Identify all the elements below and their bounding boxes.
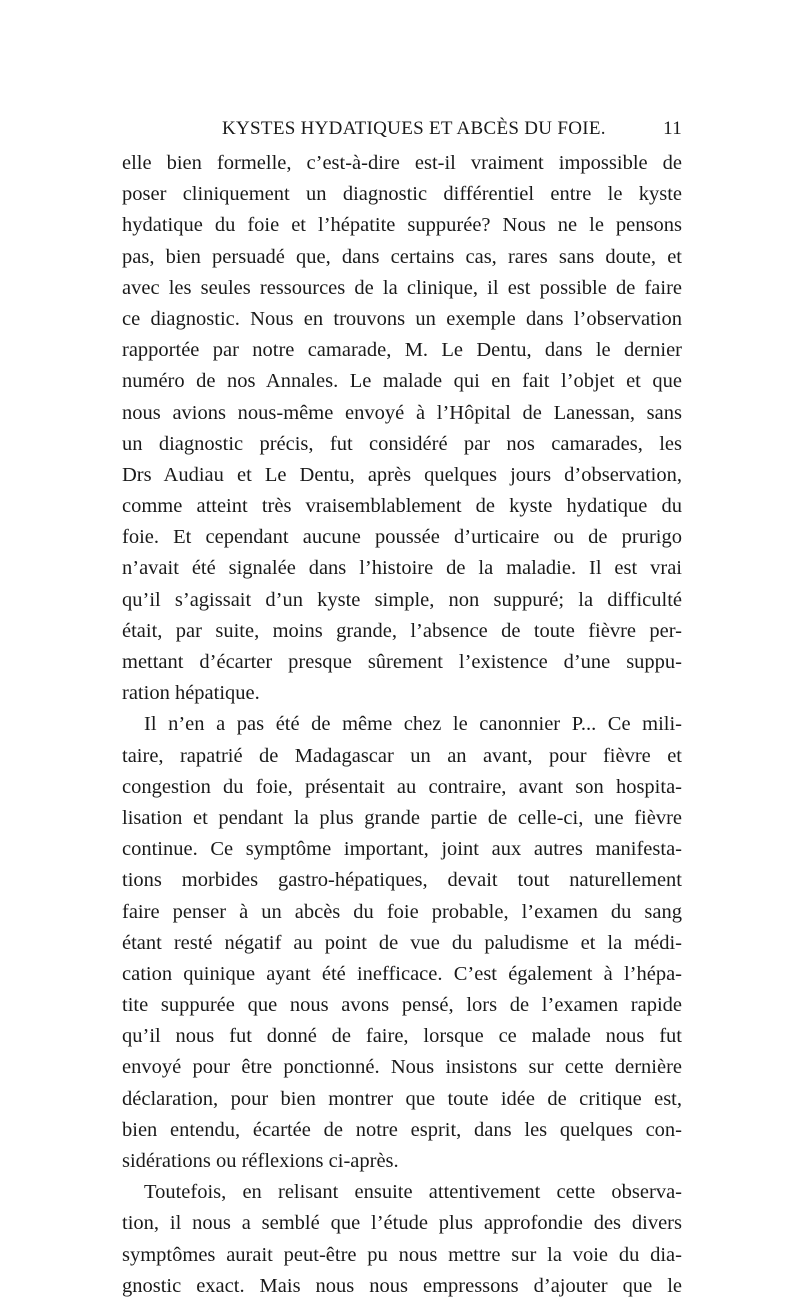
text-line: cation quinique ayant été inefficace. C’est également à l’hépa- <box>122 962 682 985</box>
text-line: tions morbides gastro-hépatiques, devait tout naturellement <box>122 869 682 892</box>
paragraph <box>122 709 682 1177</box>
text-line: sidérations ou réflexions ci-après. <box>122 1150 399 1172</box>
text-line: ce diagnostic. Nous en trouvons un exemple dans l’observation <box>122 307 682 330</box>
text-line: Il n’en a pas été de même chez le canonnier P... Ce mili- <box>144 713 682 736</box>
text-line: tion, il nous a semblé que l’étude plus approfondie des divers <box>122 1212 682 1235</box>
text-line: pas, bien persuadé que, dans certains cas, rares sans doute, et <box>122 245 682 268</box>
text-line: qu’il nous fut donné de faire, lorsque ce malade nous fut <box>122 1025 682 1048</box>
text-line: gnostic exact. Mais nous nous empressons d’ajouter que le <box>122 1274 682 1297</box>
text-line: envoyé pour être ponctionné. Nous insistons sur cette dernière <box>122 1056 682 1079</box>
text-line: faire penser à un abcès du foie probable, l’examen du sang <box>122 900 682 923</box>
text-line: comme atteint très vraisemblablement de kyste hydatique du <box>122 495 682 518</box>
text-line: numéro de nos Annales. Le malade qui en fait l’objet et que <box>122 370 682 393</box>
text-line: était, par suite, moins grande, l’absence de toute fièvre per- <box>122 619 682 642</box>
text-line: congestion du foie, présentait au contraire, avant son hospita- <box>122 775 682 798</box>
paragraph <box>122 148 682 709</box>
text-line: Drs Audiau et Le Dentu, après quelques jours d’observation, <box>122 463 682 486</box>
text-line: ration hépatique. <box>122 682 260 705</box>
text-line: symptômes aurait peut-être pu nous mettre sur la voie du dia- <box>122 1243 682 1266</box>
text-line: hydatique du foie et l’hépatite suppurée? Nous ne le pensons <box>122 214 682 237</box>
text-line: taire, rapatrié de Madagascar un an avant, pour fièvre et <box>122 744 682 767</box>
body-text <box>122 148 682 1302</box>
page-number: 11 <box>663 118 682 139</box>
text-line: elle bien formelle, c’est-à-dire est-il vraiment impossible de <box>122 152 682 174</box>
text-line: étant resté négatif au point de vue du paludisme et la médi- <box>122 931 682 954</box>
text-line: déclaration, pour bien montrer que toute idée de critique est, <box>122 1087 682 1110</box>
text-line: rapportée par notre camarade, M. Le Dentu, dans le dernier <box>122 339 682 362</box>
text-line: lisation et pendant la plus grande partie de celle-ci, une fièvre <box>122 806 682 829</box>
text-line: mettant d’écarter presque sûrement l’existence d’une suppu- <box>122 651 682 673</box>
text-line: nous avions nous-même envoyé à l’Hôpital de Lanessan, sans <box>122 401 682 424</box>
text-line: un diagnostic précis, fut considéré par nos camarades, les <box>122 432 682 455</box>
text-line: tite suppurée que nous avons pensé, lors de l’examen rapide <box>122 994 682 1017</box>
text-line: qu’il s’agissait d’un kyste simple, non suppuré; la difficulté <box>122 588 682 611</box>
page <box>122 118 682 1302</box>
text-line: bien entendu, écartée de notre esprit, dans les quelques con- <box>122 1118 682 1141</box>
text-line: Toutefois, en relisant ensuite attentivement cette observa- <box>144 1181 682 1204</box>
text-line: n’avait été signalée dans l’histoire de la maladie. Il est vrai <box>122 557 682 580</box>
text-line: continue. Ce symptôme important, joint aux autres manifesta- <box>122 838 682 861</box>
paragraph <box>122 1177 682 1302</box>
text-line: foie. Et cependant aucune poussée d’urticaire ou de prurigo <box>122 526 682 549</box>
text-line: avec les seules ressources de la clinique, il est possible de faire <box>122 276 682 299</box>
running-head <box>122 118 682 148</box>
text-line: poser cliniquement un diagnostic différentiel entre le kyste <box>122 183 682 206</box>
running-title: KYSTES HYDATIQUES ET ABCÈS DU FOIE. <box>222 118 606 139</box>
